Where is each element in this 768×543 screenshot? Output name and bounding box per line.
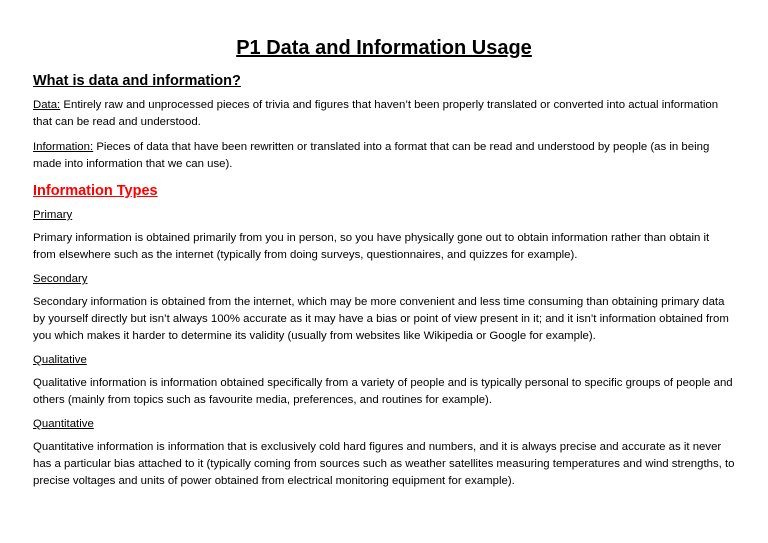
information-text: Pieces of data that have been rewritten or translated into a format that can be read and understood by people (as in being made into information that we can use). — [33, 141, 710, 170]
type-text-secondary: Secondary information is obtained from the internet, which may be more convenient and less time consuming than obtaining primary data by yourself directly but isn’t always 100% accurate as it may have a bias or point of view present in it; and it isn’t information obtained from you which makes it harder to determine its validity (usually from websites like Wikipedia or Google for example). — [33, 296, 729, 342]
section-heading-information-types: Information Types — [33, 183, 158, 199]
information-label: Information: — [33, 141, 94, 153]
data-text: Entirely raw and unprocessed pieces of trivia and figures that haven’t been properly translated or converted into actual information that can be read and understood. — [33, 99, 719, 128]
type-name-qualitative: Qualitative — [33, 354, 87, 366]
type-text-primary: Primary information is obtained primarily from you in person, so you have physically gone out to obtain information rather than obtain it from elsewhere such as the internet (typically from doing surveys, questionnaires, and quizzes for example). — [33, 232, 710, 261]
information-definition — [33, 139, 735, 173]
type-text-qualitative: Qualitative information is information obtained specifically from a variety of people and is typically personal to specific groups of people and others (mainly from topics such as favourite media, preferences, and routines for example). — [33, 377, 733, 406]
data-definition — [33, 97, 735, 131]
section-heading-data-info: What is data and information? — [33, 73, 241, 89]
type-name-primary: Primary — [33, 209, 73, 221]
page-title: P1 Data and Information Usage — [236, 37, 532, 59]
data-label: Data: — [33, 99, 61, 111]
type-name-quantitative: Quantitative — [33, 418, 94, 430]
type-name-secondary: Secondary — [33, 273, 88, 285]
type-text-quantitative: Quantitative information is information that is exclusively cold hard figures and numbers, and it is always precise and accurate as it never has a particular bias attached to it (typically coming from sources such as weather satellites measuring temperatures and wind strengths, to precise voltages and units of power obtained from electrical monitoring equipment for example). — [33, 441, 735, 487]
